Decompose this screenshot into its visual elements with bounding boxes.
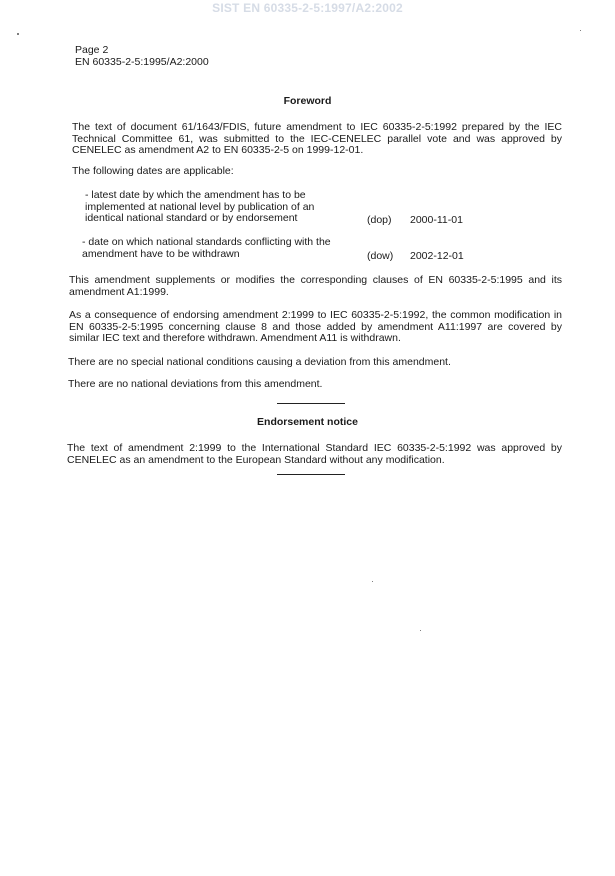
date-abbreviation: (dop) <box>367 213 392 226</box>
page-number: Page 2 <box>75 44 109 56</box>
foreword-intro: The text of document 61/1643/FDIS, future amendment to IEC 60335-2-5:1992 prepared by the IEC Technical Committee 61, was submitted to the IEC-CENELEC parallel vote and was approved by CENELEC as amendment A2 to EN 60335-2-5 on 1999-12-01. <box>72 121 562 156</box>
date-value: 2000-11-01 <box>410 213 463 226</box>
scan-speck <box>17 33 19 35</box>
scan-speck <box>580 30 581 31</box>
end-divider <box>277 474 345 475</box>
dates-intro: The following dates are applicable: <box>72 165 234 177</box>
date-abbreviation: (dow) <box>367 249 394 262</box>
watermark: SIST EN 60335-2-5:1997/A2:2002 <box>212 1 403 15</box>
page-header <box>75 44 209 68</box>
date-row-dop <box>72 190 562 226</box>
date-row-dow <box>72 237 562 262</box>
section-divider <box>277 403 345 404</box>
special-conditions: There are no special national conditions causing a deviation from this amendment. <box>68 356 451 368</box>
date-value: 2002-12-01 <box>410 249 464 262</box>
endorsement-text: The text of amendment 2:1999 to the International Standard IEC 60335-2-5:1992 was approved by CENELEC as an amendment to the European Standard without any modification. <box>67 442 562 466</box>
document-id: EN 60335-2-5:1995/A2:2000 <box>75 56 209 68</box>
endorsement-heading: Endorsement notice <box>257 416 358 428</box>
consequence-paragraph: As a consequence of endorsing amendment 2:1999 to IEC 60335-2-5:1992, the common modification in EN 60335-2-5:1995 concerning clause 8 and those added by amendment A11:1997 are covered by similar IEC text and therefore withdrawn. Amendment A11 is withdrawn. <box>69 309 562 344</box>
supplement-paragraph: This amendment supplements or modifies the corresponding clauses of EN 60335-2-5:1995 and its amendment A1:1999. <box>69 274 562 298</box>
scan-speck <box>420 630 421 631</box>
foreword-heading: Foreword <box>283 95 332 107</box>
scan-speck <box>372 581 373 582</box>
national-deviations: There are no national deviations from this amendment. <box>68 378 323 390</box>
date-description: - date on which national standards conflicting with the amendment have to be withdrawn <box>82 236 331 260</box>
date-description: - latest date by which the amendment has to be implemented at national level by publication of an identical national standard or by endorsement <box>85 189 315 224</box>
